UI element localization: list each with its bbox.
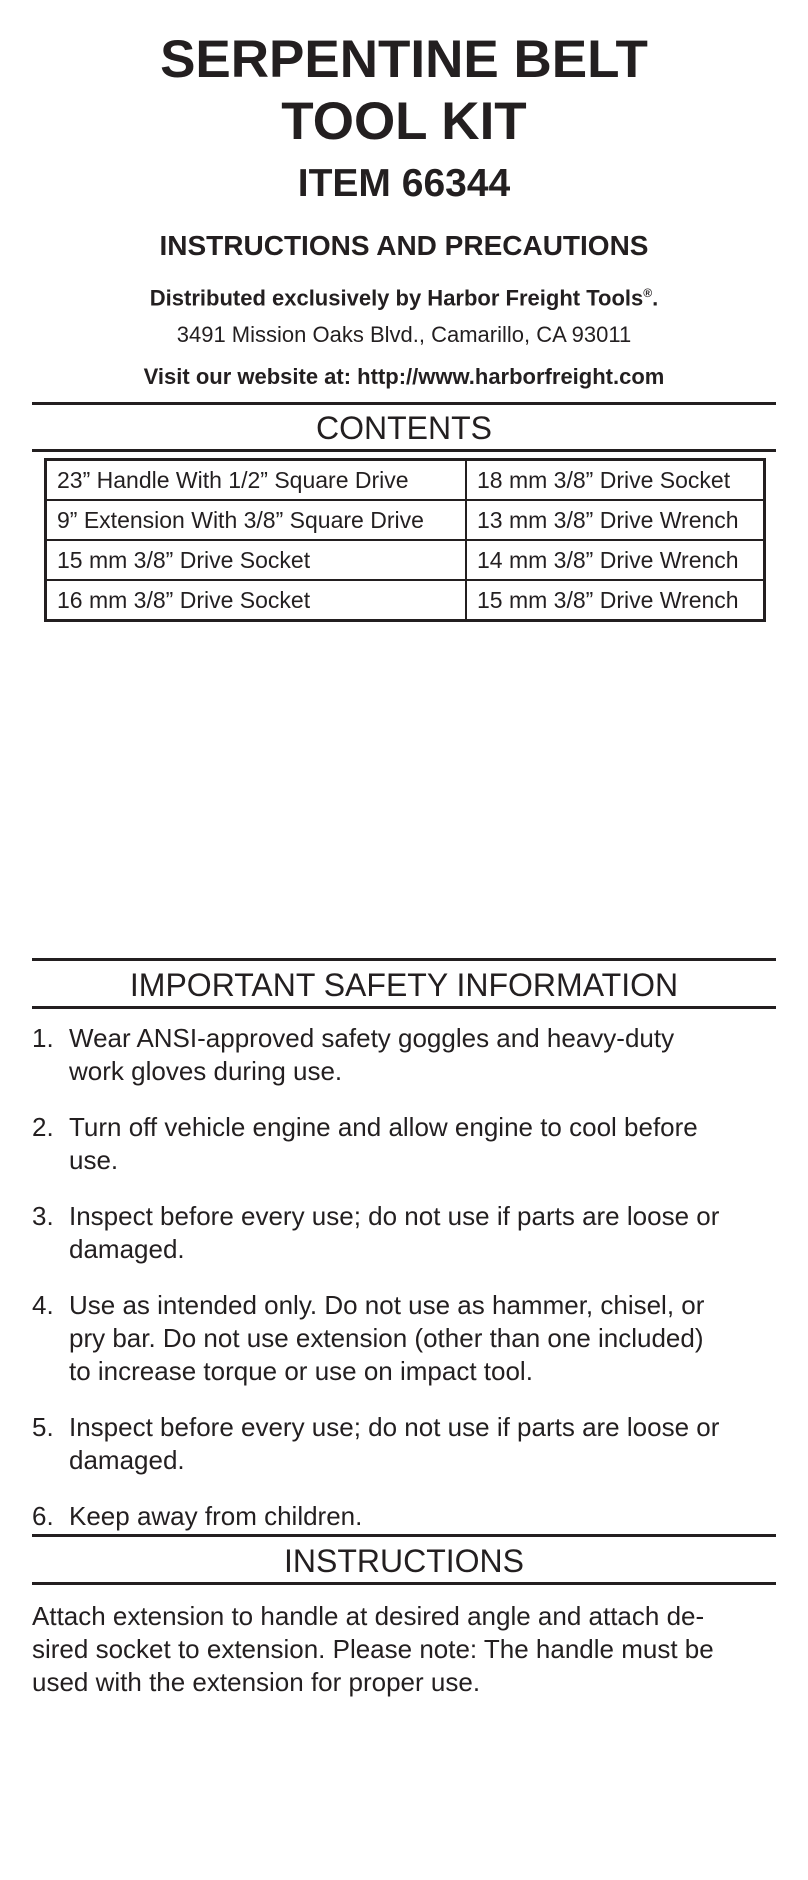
table-cell: 18 mm 3/8” Drive Socket <box>466 460 765 501</box>
list-line: Turn off vehicle engine and allow engine to cool before <box>69 1112 698 1142</box>
list-line: Wear ANSI-approved safety goggles and heavy-duty <box>69 1023 675 1053</box>
table-cell: 14 mm 3/8” Drive Wrench <box>466 540 765 580</box>
paragraph-line: used with the extension for proper use. <box>32 1667 481 1697</box>
table-cell: 15 mm 3/8” Drive Socket <box>46 540 467 580</box>
table-cell: 9” Extension With 3/8” Square Drive <box>46 500 467 540</box>
list-line: Keep away from children. <box>69 1501 363 1531</box>
list-item <box>32 1411 776 1477</box>
table-cell: 23” Handle With 1/2” Square Drive <box>46 460 467 501</box>
safety-list <box>32 1022 776 1556</box>
table-row <box>46 500 765 540</box>
list-line: Inspect before every use; do not use if parts are loose or <box>69 1201 720 1231</box>
safety-top-rule <box>32 958 776 961</box>
contents-top-rule <box>32 402 776 405</box>
list-line: work gloves during use. <box>69 1056 343 1086</box>
list-line: to increase torque or use on impact tool. <box>69 1356 533 1386</box>
list-item <box>32 1111 776 1177</box>
instructions-heading: INSTRUCTIONS <box>284 1543 524 1579</box>
distributor-line <box>0 280 808 311</box>
website-line: Visit our website at: http://www.harborfreight.com <box>143 364 665 389</box>
title-line-2: TOOL KIT <box>281 92 527 151</box>
list-line: Use as intended only. Do not use as hammer, chisel, or <box>69 1290 705 1320</box>
safety-bottom-rule <box>32 1006 776 1009</box>
list-line: use. <box>69 1145 119 1175</box>
contents-bottom-rule <box>32 449 776 452</box>
paragraph-line: Attach extension to handle at desired angle and attach de- <box>32 1601 705 1631</box>
table-cell: 15 mm 3/8” Drive Wrench <box>466 580 765 621</box>
list-number: 2. <box>32 1112 54 1142</box>
list-item <box>32 1200 776 1266</box>
title-line-1: SERPENTINE BELT <box>160 30 648 89</box>
table-cell: 13 mm 3/8” Drive Wrench <box>466 500 765 540</box>
list-line: damaged. <box>69 1445 185 1475</box>
list-item <box>32 1500 776 1533</box>
contents-table <box>44 458 766 622</box>
contents-heading: CONTENTS <box>316 410 492 446</box>
list-line: Inspect before every use; do not use if parts are loose or <box>69 1412 720 1442</box>
registered-mark: ® <box>643 286 653 300</box>
item-number: ITEM 66344 <box>297 162 511 205</box>
instructions-top-rule <box>32 1534 776 1537</box>
safety-heading: IMPORTANT SAFETY INFORMATION <box>129 967 679 1003</box>
list-item <box>32 1289 776 1388</box>
list-item <box>32 1022 776 1088</box>
list-number: 6. <box>32 1501 54 1531</box>
instructions-bottom-rule <box>32 1582 776 1585</box>
table-cell: 16 mm 3/8” Drive Socket <box>46 580 467 621</box>
distributor-text: Distributed exclusively by Harbor Freight Tools <box>149 285 644 311</box>
paragraph-line: sired socket to extension. Please note: The handle must be <box>32 1634 714 1664</box>
instructions-paragraph <box>32 1600 776 1699</box>
list-line: damaged. <box>69 1234 185 1264</box>
address: 3491 Mission Oaks Blvd., Camarillo, CA 93011 <box>176 322 632 347</box>
list-number: 1. <box>32 1023 54 1053</box>
table-row <box>46 460 765 501</box>
list-line: pry bar. Do not use extension (other than one included) <box>69 1323 704 1353</box>
list-number: 3. <box>32 1201 54 1231</box>
list-number: 5. <box>32 1412 54 1442</box>
subtitle: INSTRUCTIONS AND PRECAUTIONS <box>159 230 649 261</box>
distributor-period: . <box>652 285 659 311</box>
list-number: 4. <box>32 1290 54 1320</box>
table-row <box>46 580 765 621</box>
table-row <box>46 540 765 580</box>
